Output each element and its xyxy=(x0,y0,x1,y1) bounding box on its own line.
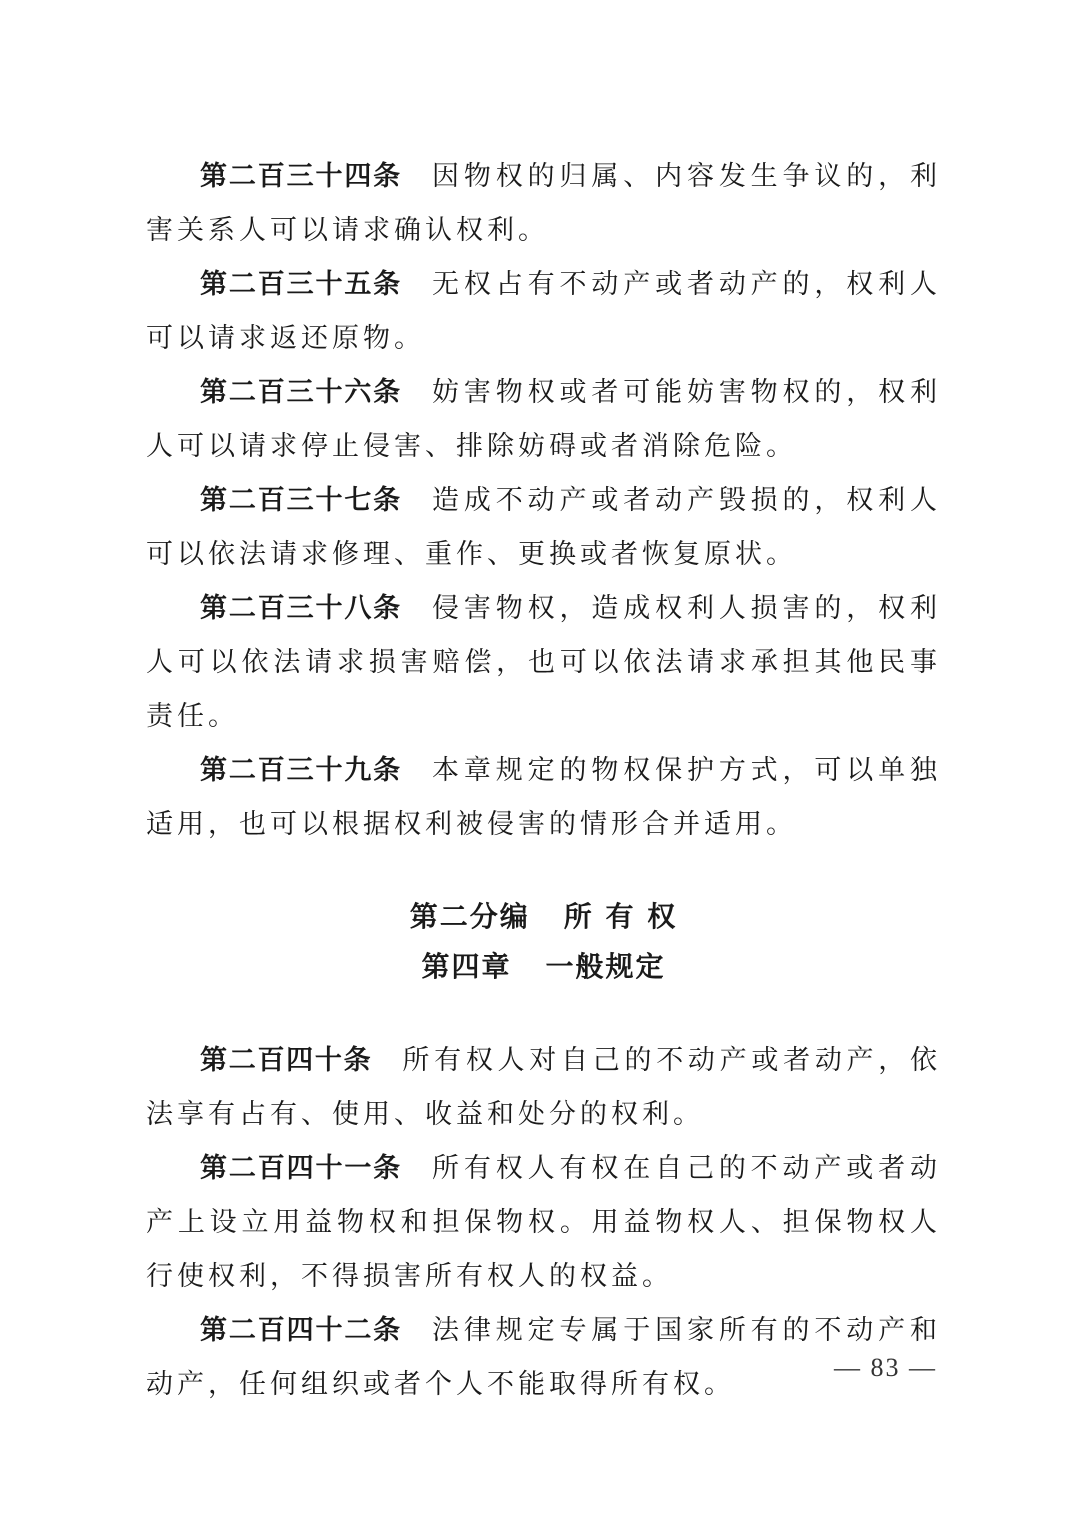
article-text: 侵害物权，造成权利人损害的，权利人可以依法请求损害赔偿，也可以依法请求承担其他民事责任。 xyxy=(146,593,942,732)
article-number: 第二百四十一条 xyxy=(200,1153,403,1184)
articles-bottom xyxy=(146,1034,941,1412)
article-239 xyxy=(146,744,941,852)
article-number: 第二百三十七条 xyxy=(200,485,403,516)
article-242 xyxy=(146,1304,941,1412)
article-236 xyxy=(146,366,941,474)
article-238 xyxy=(146,582,941,744)
section-heading xyxy=(146,892,941,992)
article-text: 造成不动产或者动产毁损的，权利人可以依法请求修理、重作、更换或者恢复原状。 xyxy=(146,485,942,570)
article-text: 法律规定专属于国家所有的不动产和动产，任何组织或者个人不能取得所有权。 xyxy=(146,1315,942,1400)
article-text: 妨害物权或者可能妨害物权的，权利人可以请求停止侵害、排除妨碍或者消除危险。 xyxy=(146,377,942,462)
article-text: 无权占有不动产或者动产的，权利人可以请求返还原物。 xyxy=(146,269,942,354)
article-number: 第二百三十五条 xyxy=(200,269,403,300)
article-number: 第二百三十九条 xyxy=(200,755,403,786)
article-235 xyxy=(146,258,941,366)
part-name: 所 有 权 xyxy=(563,900,678,933)
chapter-label: 第四章 xyxy=(421,950,512,983)
document-page xyxy=(146,150,941,1412)
chapter-name: 一般规定 xyxy=(545,950,666,983)
part-label: 第二分编 xyxy=(409,900,530,933)
article-text: 所有权人有权在自己的不动产或者动产上设立用益物权和担保物权。用益物权人、担保物权人行使权利，不得损害所有权人的权益。 xyxy=(146,1153,942,1292)
article-241 xyxy=(146,1142,941,1304)
page-number: — 83 — xyxy=(834,1353,937,1382)
article-number: 第二百三十六条 xyxy=(200,377,403,408)
article-text: 所有权人对自己的不动产或者动产，依法享有占有、使用、收益和处分的权利。 xyxy=(146,1045,942,1130)
article-text: 本章规定的物权保护方式，可以单独适用，也可以根据权利被侵害的情形合并适用。 xyxy=(146,755,942,840)
article-text: 因物权的归属、内容发生争议的，利害关系人可以请求确认权利。 xyxy=(146,161,942,246)
article-number: 第二百四十条 xyxy=(200,1045,373,1076)
article-237 xyxy=(146,474,941,582)
article-number: 第二百三十八条 xyxy=(200,593,403,624)
article-number: 第二百三十四条 xyxy=(200,161,403,192)
articles-top xyxy=(146,150,941,852)
article-234 xyxy=(146,150,941,258)
chapter-title xyxy=(146,942,941,992)
article-240 xyxy=(146,1034,941,1142)
part-title xyxy=(146,892,941,942)
article-number: 第二百四十二条 xyxy=(200,1315,403,1346)
